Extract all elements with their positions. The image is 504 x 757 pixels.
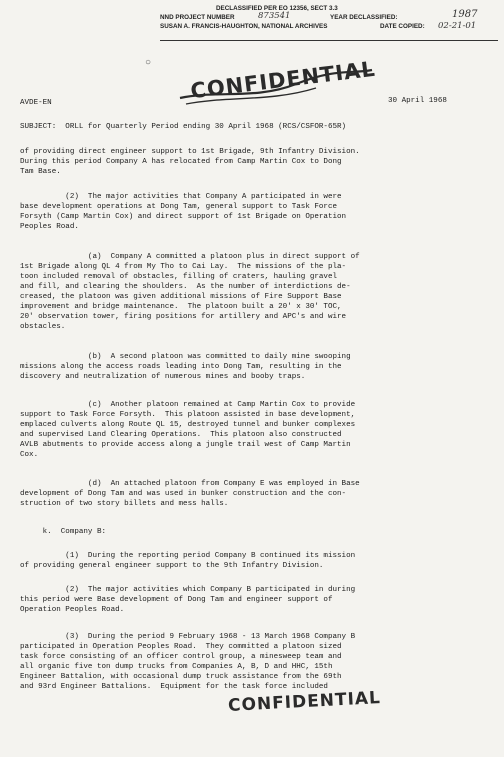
declass-project-number: 873541	[258, 11, 291, 21]
body-line: (d) An attached platoon from Company E was employed in Base	[20, 480, 360, 488]
body-line: and 93rd Engineer Battalions. Equipment for the task force included	[20, 683, 328, 691]
body-line: improvement and bridge maintenance. The platoon built a 20' x 30' TOC,	[20, 303, 342, 311]
body-line: of providing general engineer support to the 9th Infantry Division.	[20, 562, 324, 570]
body-line: obstacles.	[20, 323, 66, 331]
body-line: (2) The major activities which Company B participated in during	[20, 586, 356, 594]
body-line: emplaced culverts along Route QL 15, destroyed tunnel and bunker complexes	[20, 421, 356, 429]
body-line: Peoples Road.	[20, 223, 79, 231]
body-line: Forsyth (Camp Martin Cox) and direct support of 1st Brigade on Operation	[20, 213, 347, 221]
body-line: Engineer Battalion, with occasional dump truck assistance from the 69th	[20, 673, 342, 681]
declass-date-copied: 02-21-01	[438, 21, 477, 31]
body-line: task force consisting of an officer control group, a minesweep team and	[20, 653, 342, 661]
body-line: and supervised Land Clearing Operations. This platoon also constructed	[20, 431, 342, 439]
body-line: (1) During the reporting period Company B continued its mission	[20, 552, 356, 560]
body-line: discovery and neutralization of numerous mines and booby traps.	[20, 373, 306, 381]
declass-year: 1987	[452, 9, 478, 20]
body-line: development of Dong Tam and was used in bunker construction and the con-	[20, 490, 347, 498]
body-line: base development operations at Dong Tam, general support to Task Force	[20, 203, 338, 211]
declass-archivist: SUSAN A. FRANCIS-HAUGHTON, NATIONAL ARCHIVES	[160, 23, 328, 30]
section-heading: k. Company B:	[20, 528, 107, 536]
body-line: (a) Company A committed a platoon plus in direct support of	[20, 253, 360, 261]
declass-project-label: NND PROJECT NUMBER	[160, 14, 235, 21]
classification-stamp-top: CONFIDENTIAL	[189, 56, 377, 104]
body-line: missions along the access roads leading into Dong Tam, resulting in the	[20, 363, 342, 371]
office-symbol: AVDE-EN	[20, 99, 52, 107]
subject-line: SUBJECT: ORLL for Quarterly Period ending 30 April 1968 (RCS/CSFOR-65R)	[20, 123, 347, 131]
body-line: of providing direct engineer support to 1st Brigade, 9th Infantry Division.	[20, 148, 360, 156]
body-line: participated in Operation Peoples Road. They committed a platoon sized	[20, 643, 342, 651]
body-line: this period were Base development of Dong Tam and engineer support of	[20, 596, 333, 604]
classification-stamp-bottom: CONFIDENTIAL	[227, 688, 382, 716]
declass-line-1: DECLASSIFIED PER EO 12356, SECT 3.3	[216, 5, 338, 12]
body-line: Operation Peoples Road.	[20, 606, 125, 614]
punch-mark: ○	[145, 58, 152, 69]
body-line: (3) During the period 9 February 1968 - 13 March 1968 Company B	[20, 633, 356, 641]
body-line: During this period Company A has relocated from Camp Martin Cox to Dong	[20, 158, 342, 166]
body-line: struction of two story billets and mess halls.	[20, 500, 229, 508]
body-line: AVLB abutments to provide access along a jungle trail west of Camp Martin	[20, 441, 351, 449]
body-line: Tam Base.	[20, 168, 61, 176]
declass-date-label: DATE COPIED:	[380, 23, 425, 30]
body-line: 20' observation tower, firing positions for artillery and APC's and wire	[20, 313, 347, 321]
body-line: and fill, and clearing the shoulders. As the number of interdictions de-	[20, 283, 351, 291]
body-line: (c) Another platoon remained at Camp Martin Cox to provide	[20, 401, 356, 409]
body-line: support to Task Force Forsyth. This platoon assisted in base development,	[20, 411, 356, 419]
body-line: all organic five ton dump trucks from Companies A, B, D and HHC, 15th	[20, 663, 333, 671]
body-line: toon included removal of obstacles, filling of craters, hauling gravel	[20, 273, 338, 281]
body-line: Cox.	[20, 451, 39, 459]
declass-year-label: YEAR DECLASSIFIED:	[330, 14, 398, 21]
body-line: creased, the platoon was given additional missions of Fire Support Base	[20, 293, 342, 301]
body-line: 1st Brigade along QL 4 from My Tho to Cai Lay. The missions of the pla-	[20, 263, 347, 271]
declass-underline	[160, 40, 498, 41]
body-line: (b) A second platoon was committed to daily mine swooping	[20, 353, 351, 361]
memo-date: 30 April 1968	[388, 97, 447, 105]
stamp-scribble	[176, 60, 376, 110]
body-line: (2) The major activities that Company A participated in were	[20, 193, 342, 201]
